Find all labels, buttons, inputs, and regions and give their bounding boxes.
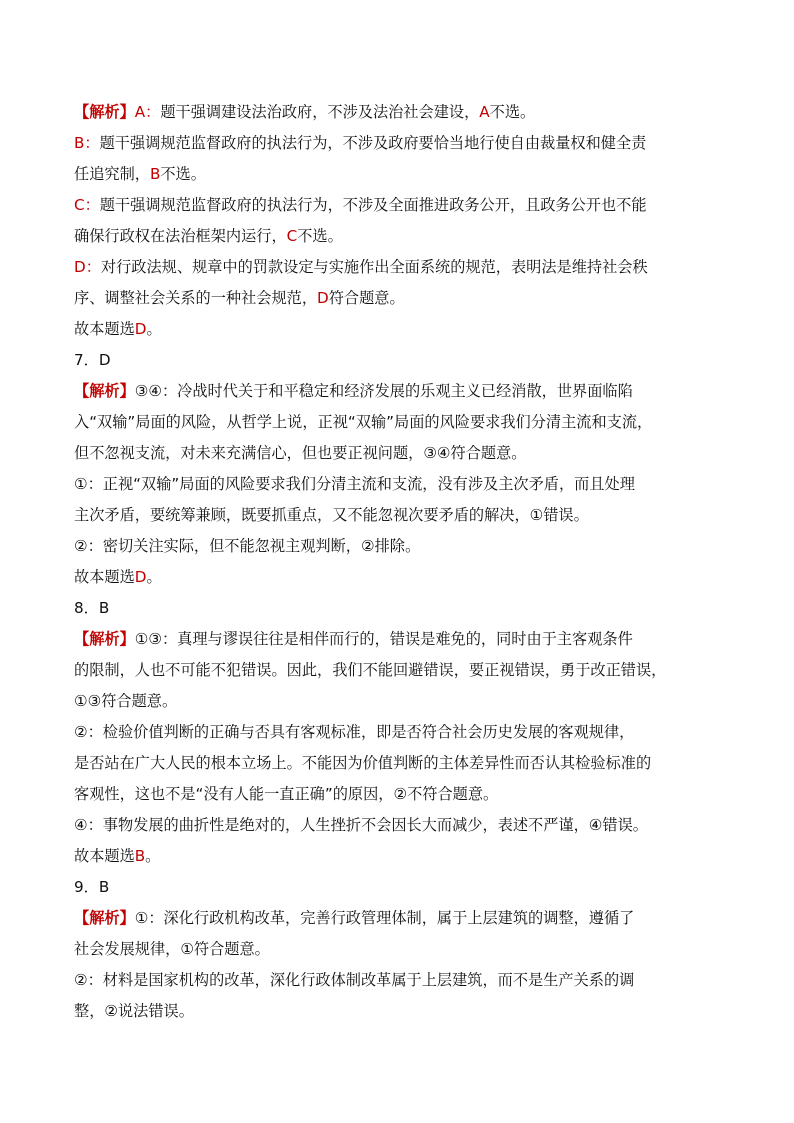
answer-explanation-page <box>74 97 734 1027</box>
q9-explain-line-2: 社会发展规律，①符合题意。 <box>74 940 270 958</box>
q7-explain-line-2: 入“双输”局面的风险，从哲学上说，正视“双输”局面的风险要求我们分清主流和支流， <box>74 413 653 431</box>
q8-explain-line-2: 的限制，人也不可能不犯错误。因此，我们不能回避错误，要正视错误，勇于改正错误， <box>74 661 667 679</box>
option-prefix: C： <box>74 196 100 214</box>
q7-item1-line-1: ①：正视“双输”局面的风险要求我们分清主流和支流，没有涉及主次矛盾，而且处理 <box>74 475 635 493</box>
conclusion-answer: D <box>134 568 147 586</box>
option-text: 确保行政权在法治框架内运行， <box>74 227 287 245</box>
option-ref: D <box>317 289 329 307</box>
option-text: 题干强调规范监督政府的执法行为，不涉及全面推进政务公开，且政务公开也不能 <box>99 196 647 214</box>
q6-option-b-line-2 <box>74 159 734 190</box>
q6-conclusion: 故本题选D。 <box>74 320 162 338</box>
option-text: 任追究制， <box>74 165 150 183</box>
q7-item1-line-2: 主次矛盾，要统筹兼顾，既要抓重点，又不能忽视次要矛盾的解决，①错误。 <box>74 506 589 524</box>
q9-item2-line-2: 整，②说法错误。 <box>74 1002 194 1020</box>
q7-conclusion: 故本题选D。 <box>74 568 162 586</box>
option-text: 对行政法规、规章中的罚款设定与实施作出全面系统的规范，表明法是维持社会秩 <box>100 258 648 276</box>
q9-explain-line-1: 【解析】①：深化行政机构改革，完善行政管理体制，属于上层建筑的调整，遵循了 <box>74 909 635 927</box>
option-ref: C <box>286 227 298 245</box>
option-ref: B <box>149 165 161 183</box>
option-tail: 不选。 <box>489 103 536 121</box>
q6-option-c-line-2 <box>74 221 734 252</box>
option-ref: A <box>479 103 490 121</box>
option-tail: 不选。 <box>160 165 206 183</box>
q8-header <box>74 593 734 624</box>
option-prefix: D： <box>74 258 101 276</box>
question-number: 7． <box>74 351 99 369</box>
q8-explain-line-1: 【解析】①③：真理与谬误往往是相伴而行的，错误是难免的，同时由于主客观条件 <box>74 630 633 648</box>
q7-explain-line-3: 但不忽视支流，对未来充满信心，但也要正视问题，③④符合题意。 <box>74 444 527 462</box>
q6-option-b-line-1 <box>74 128 734 159</box>
analysis-label: 【解析】 <box>74 382 135 400</box>
conclusion-answer: D <box>134 320 147 338</box>
q8-explain-line-3: ①③符合题意。 <box>74 692 178 710</box>
analysis-label: 【解析】 <box>74 909 135 927</box>
q8-conclusion: 故本题选B。 <box>74 847 161 865</box>
q9-item2-line-1: ②：材料是国家机构的改革，深化行政体制改革属于上层建筑，而不是生产关系的调 <box>74 971 635 989</box>
analysis-label: 【解析】 <box>74 103 135 121</box>
question-number: 8． <box>74 599 99 617</box>
question-answer: B <box>98 878 110 896</box>
conclusion-answer: B <box>134 847 146 865</box>
q8-item4: ④：事物发展的曲折性是绝对的，人生挫折不会因长大而减少，表述不严谨，④错误。 <box>74 816 648 834</box>
option-prefix: B： <box>74 134 100 152</box>
option-text: 题干强调规范监督政府的执法行为，不涉及政府要恰当地行使自由裁量权和健全责 <box>99 134 647 152</box>
q7-item2: ②：密切关注实际，但不能忽视主观判断，②排除。 <box>74 537 421 555</box>
q6-option-c-line-1 <box>74 190 734 221</box>
q7-explain-line-1: 【解析】③④：冷战时代关于和平稳定和经济发展的乐观主义已经消散，世界面临陷 <box>74 382 633 400</box>
q8-item2-line-3: 客观性，这也不是“没有人能一直正确”的原因，②不符合题意。 <box>74 785 499 803</box>
q6-option-d-line-1 <box>74 252 734 283</box>
q8-item2-line-1: ②：检验价值判断的正确与否具有客观标准，即是否符合社会历史发展的客观规律， <box>74 723 635 741</box>
q8-item2-line-2: 是否站在广大人民的根本立场上。不能因为价值判断的主体差异性而否认其检验标准的 <box>74 754 652 772</box>
option-tail: 符合题意。 <box>328 289 405 307</box>
option-text: 序、调整社会关系的一种社会规范， <box>74 289 317 307</box>
q6-option-a-line <box>74 97 734 128</box>
option-prefix: A： <box>134 103 161 121</box>
q9-header <box>74 872 734 903</box>
question-number: 9． <box>74 878 99 896</box>
option-tail: 不选。 <box>297 227 343 245</box>
q6-option-d-line-2 <box>74 283 734 314</box>
analysis-label: 【解析】 <box>74 630 135 648</box>
q7-header <box>74 345 734 376</box>
question-answer: B <box>98 599 110 617</box>
question-answer: D <box>98 351 111 369</box>
option-text: 题干强调建设法治政府，不涉及法治社会建设， <box>160 103 480 121</box>
